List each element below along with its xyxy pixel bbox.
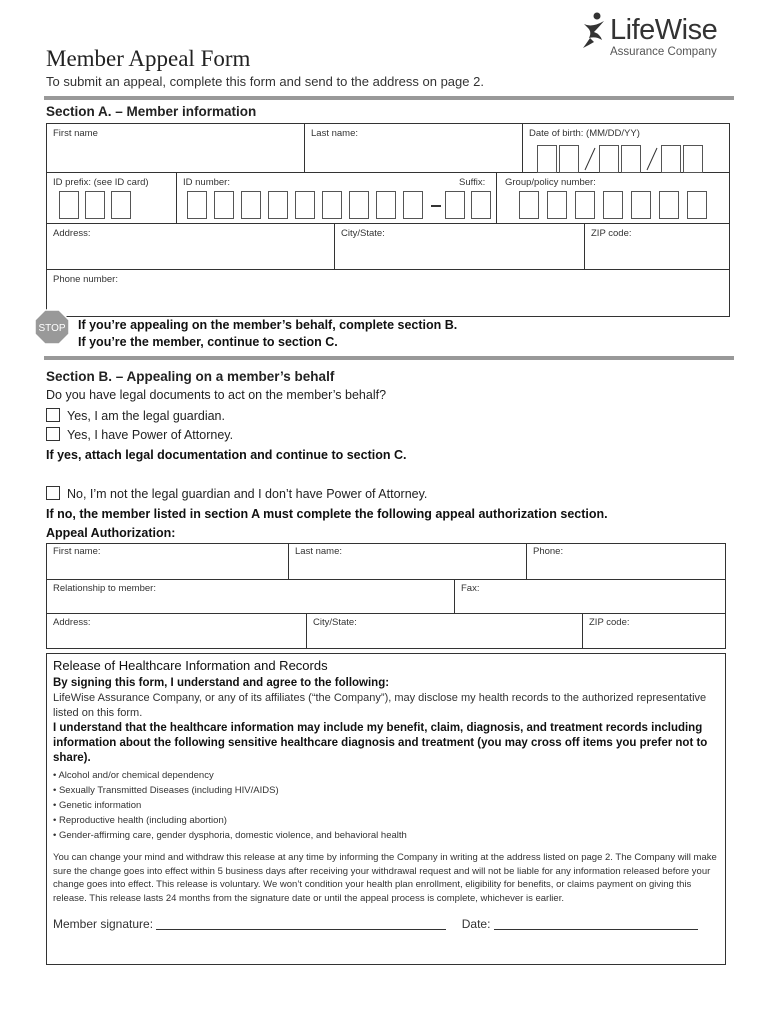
dob-box[interactable] — [683, 145, 703, 173]
stop-instruction-1: If you’re appealing on the member’s behalf, complete section B. — [78, 318, 458, 332]
group-box[interactable] — [547, 191, 567, 219]
logo-wordmark: LifeWise — [610, 14, 718, 46]
section-a-grid — [46, 123, 730, 317]
release-heading: Release of Healthcare Information and Records — [53, 658, 328, 673]
auth-first-name-field[interactable]: First name: — [47, 544, 289, 580]
group-box[interactable] — [687, 191, 707, 219]
stop-sign-icon — [34, 309, 70, 345]
signature-row — [53, 917, 719, 931]
auth-city-state-field[interactable]: City/State: — [307, 614, 583, 648]
release-paragraph-3: You can change your mind and withdraw this release at any time by informing the Company in writing at the address listed on page 2. The Company will make sure the change goes into effect within 5 business days after receiving your withdrawal request and will not be liable for any information released before your change goes into effect. This release is voluntary. We won’t condition your health plan enrollment, eligibility for benefits, or claims payment on giving this release. This release lasts 24 months from the signature date or until the appeal process is complete, whichever is earlier. — [53, 852, 717, 904]
option-no-legal-docs[interactable]: No, I’m not the legal guardian and I don’t have Power of Attorney. — [46, 486, 427, 501]
date-label: Date: — [461, 917, 491, 931]
last-name-field[interactable]: Last name: — [305, 124, 523, 173]
signature-line[interactable] — [156, 918, 446, 930]
logo-tagline: Assurance Company — [610, 46, 717, 58]
dob-box[interactable] — [661, 145, 681, 173]
authorization-grid — [46, 543, 726, 649]
company-logo — [580, 12, 730, 62]
id-prefix-box[interactable] — [59, 191, 79, 219]
id-number-box[interactable] — [295, 191, 315, 219]
stop-instruction-2: If you’re the member, continue to section C. — [78, 335, 338, 349]
auth-zip-field[interactable]: ZIP code: — [589, 617, 630, 628]
checkbox[interactable] — [46, 408, 60, 422]
id-number-box[interactable] — [376, 191, 396, 219]
zip-field[interactable]: ZIP code: — [585, 224, 729, 270]
id-number-field[interactable]: ID number: Suffix: — [177, 173, 497, 224]
yes-note: If yes, attach legal documentation and continue to section C. — [46, 448, 407, 462]
page-title: Member Appeal Form — [46, 46, 251, 71]
appeal-authorization-heading: Appeal Authorization: — [46, 526, 176, 540]
list-item: • Sexually Transmitted Diseases (including HIV/AIDS) — [53, 785, 279, 796]
checkbox[interactable] — [46, 427, 60, 441]
suffix-box[interactable] — [445, 191, 465, 219]
signature-label: Member signature: — [53, 917, 154, 931]
svg-text:STOP: STOP — [38, 323, 66, 334]
section-a-heading: Section A. – Member information — [46, 104, 257, 119]
dob-box[interactable] — [559, 145, 579, 173]
dob-box[interactable] — [537, 145, 557, 173]
id-number-box[interactable] — [349, 191, 369, 219]
dash-separator — [431, 205, 441, 207]
release-paragraph-2: I understand that the healthcare information may include my benefit, claim, diagnosis, and treatment records including information about the following sensitive healthcare diagnosis and treatment (you may cross off items you prefer not to share). — [53, 722, 708, 764]
id-number-box[interactable] — [241, 191, 261, 219]
list-item: • Reproductive health (including abortion) — [53, 815, 227, 826]
date-line[interactable] — [494, 918, 698, 930]
auth-last-name-field[interactable]: Last name: — [289, 544, 527, 580]
group-box[interactable] — [631, 191, 651, 219]
suffix-label: Suffix: — [459, 177, 486, 188]
agree-statement: By signing this form, I understand and agree to the following: — [53, 677, 390, 689]
list-item: • Genetic information — [53, 800, 142, 811]
figure-logo-icon — [580, 12, 610, 52]
release-box — [46, 653, 726, 965]
group-box[interactable] — [575, 191, 595, 219]
id-prefix-field[interactable]: ID prefix: (see ID card) — [47, 173, 177, 224]
auth-address-field[interactable]: Address: — [47, 614, 307, 648]
slash-separator — [645, 146, 659, 172]
dob-box[interactable] — [599, 145, 619, 173]
legal-question: Do you have legal documents to act on the member’s behalf? — [46, 388, 387, 402]
id-number-box[interactable] — [403, 191, 423, 219]
divider — [44, 96, 734, 100]
divider — [44, 356, 734, 360]
group-box[interactable] — [659, 191, 679, 219]
section-b-heading: Section B. – Appealing on a member’s behalf — [46, 369, 335, 384]
option-legal-guardian[interactable]: Yes, I am the legal guardian. — [46, 408, 225, 423]
id-number-box[interactable] — [268, 191, 288, 219]
group-box[interactable] — [519, 191, 539, 219]
group-box[interactable] — [603, 191, 623, 219]
id-number-box[interactable] — [187, 191, 207, 219]
address-field[interactable]: Address: — [47, 224, 335, 270]
group-policy-field[interactable]: Group/policy number: — [497, 173, 729, 224]
id-prefix-box[interactable] — [111, 191, 131, 219]
id-number-box[interactable] — [322, 191, 342, 219]
auth-relationship-field[interactable]: Relationship to member: — [47, 580, 455, 614]
id-number-box[interactable] — [214, 191, 234, 219]
auth-phone-field[interactable]: Phone: — [527, 544, 725, 580]
checkbox[interactable] — [46, 486, 60, 500]
list-item: • Gender-affirming care, gender dysphoria, domestic violence, and behavioral health — [53, 830, 407, 841]
phone-field[interactable]: Phone number: — [53, 274, 118, 285]
option-power-of-attorney[interactable]: Yes, I have Power of Attorney. — [46, 427, 233, 442]
slash-separator — [583, 146, 597, 172]
no-note: If no, the member listed in section A must complete the following appeal authorization section. — [46, 507, 608, 521]
dob-box[interactable] — [621, 145, 641, 173]
city-state-field[interactable]: City/State: — [335, 224, 585, 270]
first-name-field[interactable]: First name — [47, 124, 305, 173]
page-subtitle: To submit an appeal, complete this form and send to the address on page 2. — [46, 74, 484, 89]
dob-field[interactable]: Date of birth: (MM/DD/YY) — [523, 124, 729, 173]
release-paragraph-1: LifeWise Assurance Company, or any of its affiliates (“the Company”), may disclose my health records to the authorized representative listed on this form. — [53, 692, 707, 719]
id-prefix-box[interactable] — [85, 191, 105, 219]
suffix-box[interactable] — [471, 191, 491, 219]
auth-fax-field[interactable]: Fax: — [455, 580, 725, 614]
list-item: • Alcohol and/or chemical dependency — [53, 770, 214, 781]
